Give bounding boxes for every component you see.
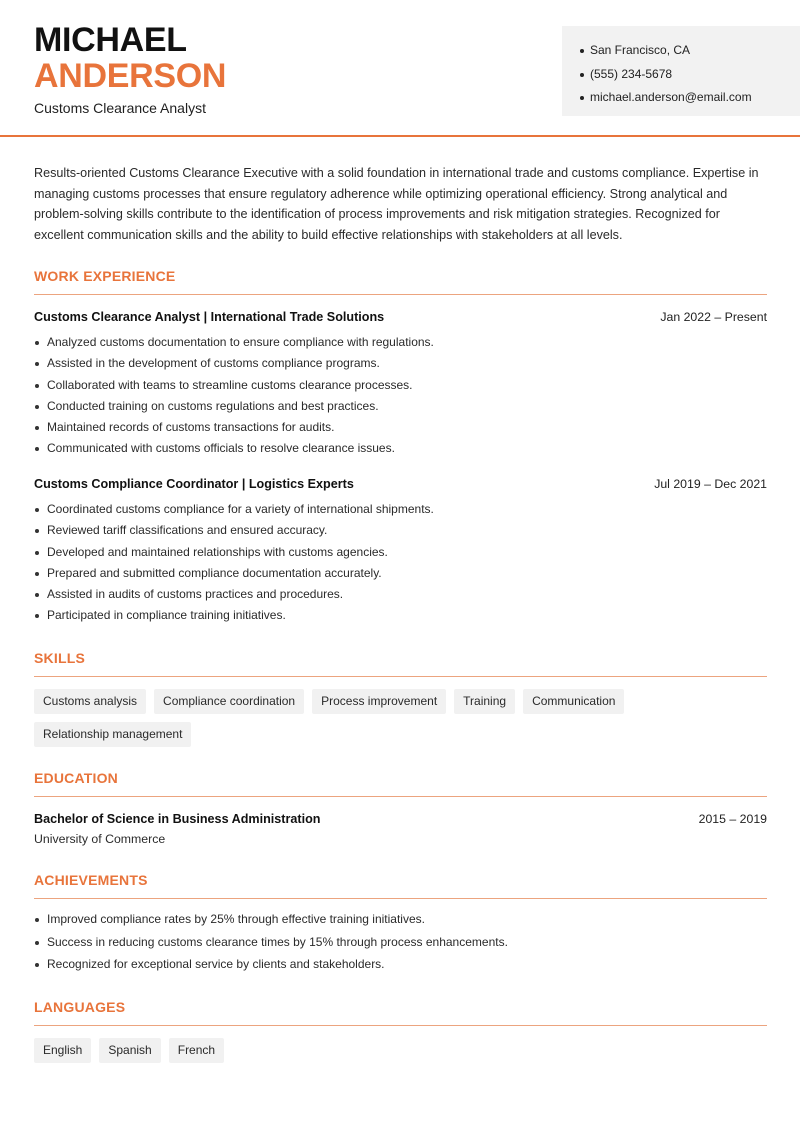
language-chip: English bbox=[34, 1038, 91, 1063]
list-item: Collaborated with teams to streamline customs clearance processes. bbox=[34, 375, 434, 396]
list-item: Maintained records of customs transactions for audits. bbox=[34, 417, 434, 438]
section-title-work: WORK EXPERIENCE bbox=[34, 268, 176, 284]
candidate-name bbox=[34, 22, 226, 94]
skill-chip: Compliance coordination bbox=[154, 689, 304, 714]
contact-box bbox=[562, 26, 800, 116]
header-divider bbox=[0, 135, 800, 137]
last-name: ANDERSON bbox=[34, 57, 227, 95]
section-divider-education bbox=[34, 796, 767, 797]
section-title-achievements: ACHIEVEMENTS bbox=[34, 872, 148, 888]
skill-chip: Training bbox=[454, 689, 515, 714]
contact-phone: (555) 234-5678 bbox=[580, 63, 752, 87]
list-item: Reviewed tariff classifications and ensured accuracy. bbox=[34, 520, 434, 541]
section-divider-languages bbox=[34, 1025, 767, 1026]
skill-chip: Customs analysis bbox=[34, 689, 146, 714]
contact-email: michael.anderson@email.com bbox=[580, 86, 752, 110]
first-name: MICHAEL bbox=[34, 21, 187, 59]
job-title-headline: Customs Clearance Analyst bbox=[34, 100, 206, 116]
languages-list bbox=[34, 1038, 774, 1063]
job-1-title: Customs Clearance Analyst | International Trade Solutions bbox=[34, 310, 385, 324]
language-chip: Spanish bbox=[99, 1038, 160, 1063]
education-degree: Bachelor of Science in Business Administration bbox=[34, 812, 321, 826]
contact-list bbox=[580, 39, 752, 110]
list-item: Recognized for exceptional service by clients and stakeholders. bbox=[34, 954, 508, 977]
section-title-education: EDUCATION bbox=[34, 770, 118, 786]
skills-list bbox=[34, 689, 774, 747]
job-1-dates: Jan 2022 – Present bbox=[660, 310, 767, 324]
section-title-languages: LANGUAGES bbox=[34, 999, 126, 1015]
education-dates: 2015 – 2019 bbox=[698, 812, 767, 826]
section-divider-achievements bbox=[34, 898, 767, 899]
job-2-dates: Jul 2019 – Dec 2021 bbox=[654, 477, 767, 491]
contact-location: San Francisco, CA bbox=[580, 39, 752, 63]
list-item: Conducted training on customs regulations and best practices. bbox=[34, 396, 434, 417]
list-item: Participated in compliance training initiatives. bbox=[34, 605, 434, 626]
list-item: Coordinated customs compliance for a variety of international shipments. bbox=[34, 499, 434, 520]
education-school: University of Commerce bbox=[34, 832, 166, 846]
skill-chip: Communication bbox=[523, 689, 624, 714]
job-1-bullets bbox=[34, 332, 434, 460]
list-item: Communicated with customs officials to resolve clearance issues. bbox=[34, 438, 434, 459]
list-item: Assisted in audits of customs practices and procedures. bbox=[34, 584, 434, 605]
section-divider-skills bbox=[34, 676, 767, 677]
section-divider-work bbox=[34, 294, 767, 295]
skill-chip: Process improvement bbox=[312, 689, 446, 714]
list-item: Analyzed customs documentation to ensure compliance with regulations. bbox=[34, 332, 434, 353]
achievements-list bbox=[34, 909, 508, 977]
section-title-skills: SKILLS bbox=[34, 650, 85, 666]
list-item: Improved compliance rates by 25% through effective training initiatives. bbox=[34, 909, 508, 932]
resume-header bbox=[0, 0, 800, 137]
summary-paragraph: Results-oriented Customs Clearance Executive with a solid foundation in international trade and customs compliance. Expertise in managing customs processes that ensure regulatory adherence while optimizing operational efficiency. Strong analytical and problem-solving skills contribute to the identification of process improvements and risk mitigation strategies. Recognized for excellent communication skills and the ability to build effective relationships with stakeholders at all levels. bbox=[34, 166, 759, 243]
list-item: Assisted in the development of customs compliance programs. bbox=[34, 353, 434, 374]
language-chip: French bbox=[169, 1038, 224, 1063]
job-2-bullets bbox=[34, 499, 434, 627]
list-item: Developed and maintained relationships with customs agencies. bbox=[34, 542, 434, 563]
skill-chip: Relationship management bbox=[34, 722, 191, 747]
job-2-title: Customs Compliance Coordinator | Logistics Experts bbox=[34, 477, 354, 491]
list-item: Prepared and submitted compliance documentation accurately. bbox=[34, 563, 434, 584]
list-item: Success in reducing customs clearance times by 15% through process enhancements. bbox=[34, 932, 508, 955]
